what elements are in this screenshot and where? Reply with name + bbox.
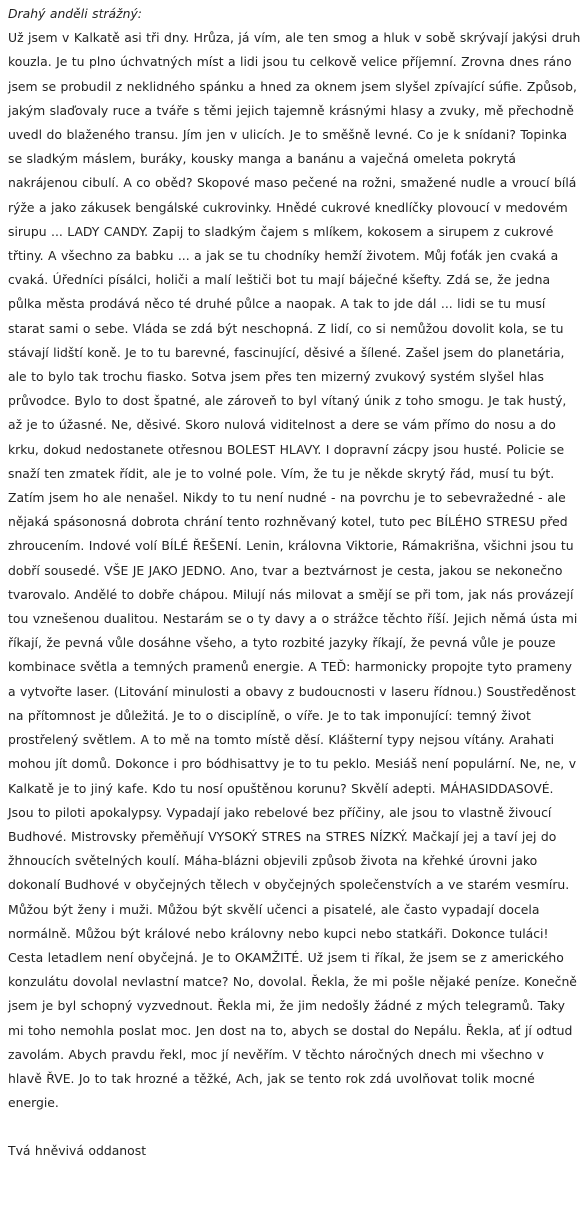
paragraph-gap: [8, 1115, 582, 1139]
letter-salutation: Drahý anděli strážný:: [8, 6, 142, 21]
letter-closing: Tvá hněvivá oddanost: [8, 1143, 147, 1159]
letter-body: Už jsem v Kalkatě asi tři dny. Hrůza, já vím, ale ten smog a hluk v sobě skrývají jakýsi druh kouzla. Je tu plno úchvatných míst a lidi jsou tu celkově velice příjemní. Zrovna dnes ráno jsem se probudil z neklidného spánku a hned za oknem jsem slyšel zpívající súfie. Způsob, jakým slaďovaly ruce a tváře s těmi jejich tajemně krásnými hlasy a zvuky, mě přechodně uvedl do blaženého transu. Jím jen v ulicích. Je to směšně levné. Co je k snídani? Topinka se sladkým máslem, buráky, kousky manga a banánu a vaječná omeleta pokrytá nakrájenou cibulí. A co oběd? Skopové maso pečené na rožni, smažené nudle a vroucí bílá rýže a jako zákusek bengálské cukrovinky. Hnědé cukrové knedlíčky plovoucí v medovém sirupu ... LADY CANDY. Zapij to sladkým čajem s mlíkem, kokosem a sirupem z cukrové třtiny. A všechno za babku ... a jak se tu chodníky hemží životem. Můj foťák jen cvaká a cvaká. Úředníci písálci, holiči a malí leštiči bot tu mají báječné kšefty. Zdá se, že jedna půlka města prodává něco té druhé půlce a naopak. A tak to jde dál ... lidi se tu musí starat sami o sebe. Vláda se zdá být neschopná. Z lidí, co si nemůžou dovolit kola, se tu stávají lidští koně. Je to tu barevné, fascinující, děsivé a šílené. Zašel jsem do planetária, ale to bylo tak trochu fiasko. Sotva jsem přes ten mizerný zvukový systém slyšel hlas průvodce. Bylo to dost špatné, ale zároveň to byl vítaný únik z toho smogu. Je tak hustý, až je to úžasné. Ne, děsivé. Skoro nulová viditelnost a dere se vám přímo do nosu a do krku, dokud nedostanete otřesnou BOLEST HLAVY. I dopravní zácpy jsou husté. Policie se snaží ten zmatek řídit, ale je to volné pole. Vím, že tu je někde skrytý řád, musí tu být. Zatím jsem ho ale nenašel. Nikdy to tu není nudné - na povrchu je to sebevražedné - ale nějaká spásonosná dobrota chrání tento rozhněvaný kotel, tuto pec BÍLÉHO STRESU před zhroucením. Indové volí BÍLÉ ŘEŠENÍ. Lenin, královna Viktorie, Rámakrišna, všichni jsou tu dobří sousedé. VŠE JE JAKO JEDNO. Ano, tvar a beztvárnost je cesta, jakou se nekonečno tvarovalo. Andělé to dobře chápou. Milují nás milovat a smějí se při tom, jak nás provázejí tou vznešenou dualitou. Nestarám se o ty davy a o strážce těchto říší. Jejich němá ústa mi říkají, že pevná vůle dosáhne všeho, a tyto rozbité jazyky říkají, že pevná vůle je pouze kombinace světla a temných pramenů energie. A TEĎ: harmonicky propojte tyto prameny a vytvořte laser. (Litování minulosti a obavy z budoucnosti v laseru řídnou.) Soustředěnost na přítomnost je důležitá. Je to o disciplíně, o víře. Je to tak imponující: temný život prostřelený světlem. A to mě na tomto místě děsí. Klášterní typy nejsou vítány. Arahati mohou jít domů. Dokonce i pro bódhisattvy je to tu peklo. Mesiáš není populární. Ne, ne, v Kalkatě je to jiný kafe. Kdo tu nosí opuštěnou korunu? Skvělí adepti. MÁHASIDDASOVÉ. Jsou to piloti apokalypsy. Vypadají jako rebelové bez příčiny, ale jsou to vlastně živoucí Budhové. Mistrovsky přeměňují VYSOKÝ STRES na STRES NÍZKÝ. Mačkají jej a taví jej do žhnoucích světelných koulí. Máha-blázni objevili způsob života na křehké úrovni jako dokonalí Budhové v obyčejných tělech v obyčejných společenstvích a ve starém vesmíru. Můžou být ženy i muži. Můžou být skvělí učenci a pisatelé, ale často vypadají docela normálně. Můžou být králové nebo královny nebo kupci nebo statkáři. Dokonce tuláci! Cesta letadlem není obyčejná. Je to OKAMŽITÉ. Už jsem ti říkal, že jsem se z amerického konzulátu dovolal nevlastní matce? No, dovolal. Řekla, že mi pošle nějaké peníze. Konečně jsem je byl schopný vyzvednout. Řekla mi, že jim nedošly žádné z mých telegramů. Taky mi toho nemohla poslat moc. Jen dost na to, abych se dostal do Nepálu. Řekla, ať jí odtud zavolám. Abych pravdu řekl, moc jí nevěřím. V těchto náročných dnech mi všechno v hlavě ŘVE. Jo to tak hrozné a těžké, Ach, jak se tento rok zdá uvolňovat tolik mocné energie.: [8, 30, 581, 1111]
letter: [8, 2, 582, 1164]
